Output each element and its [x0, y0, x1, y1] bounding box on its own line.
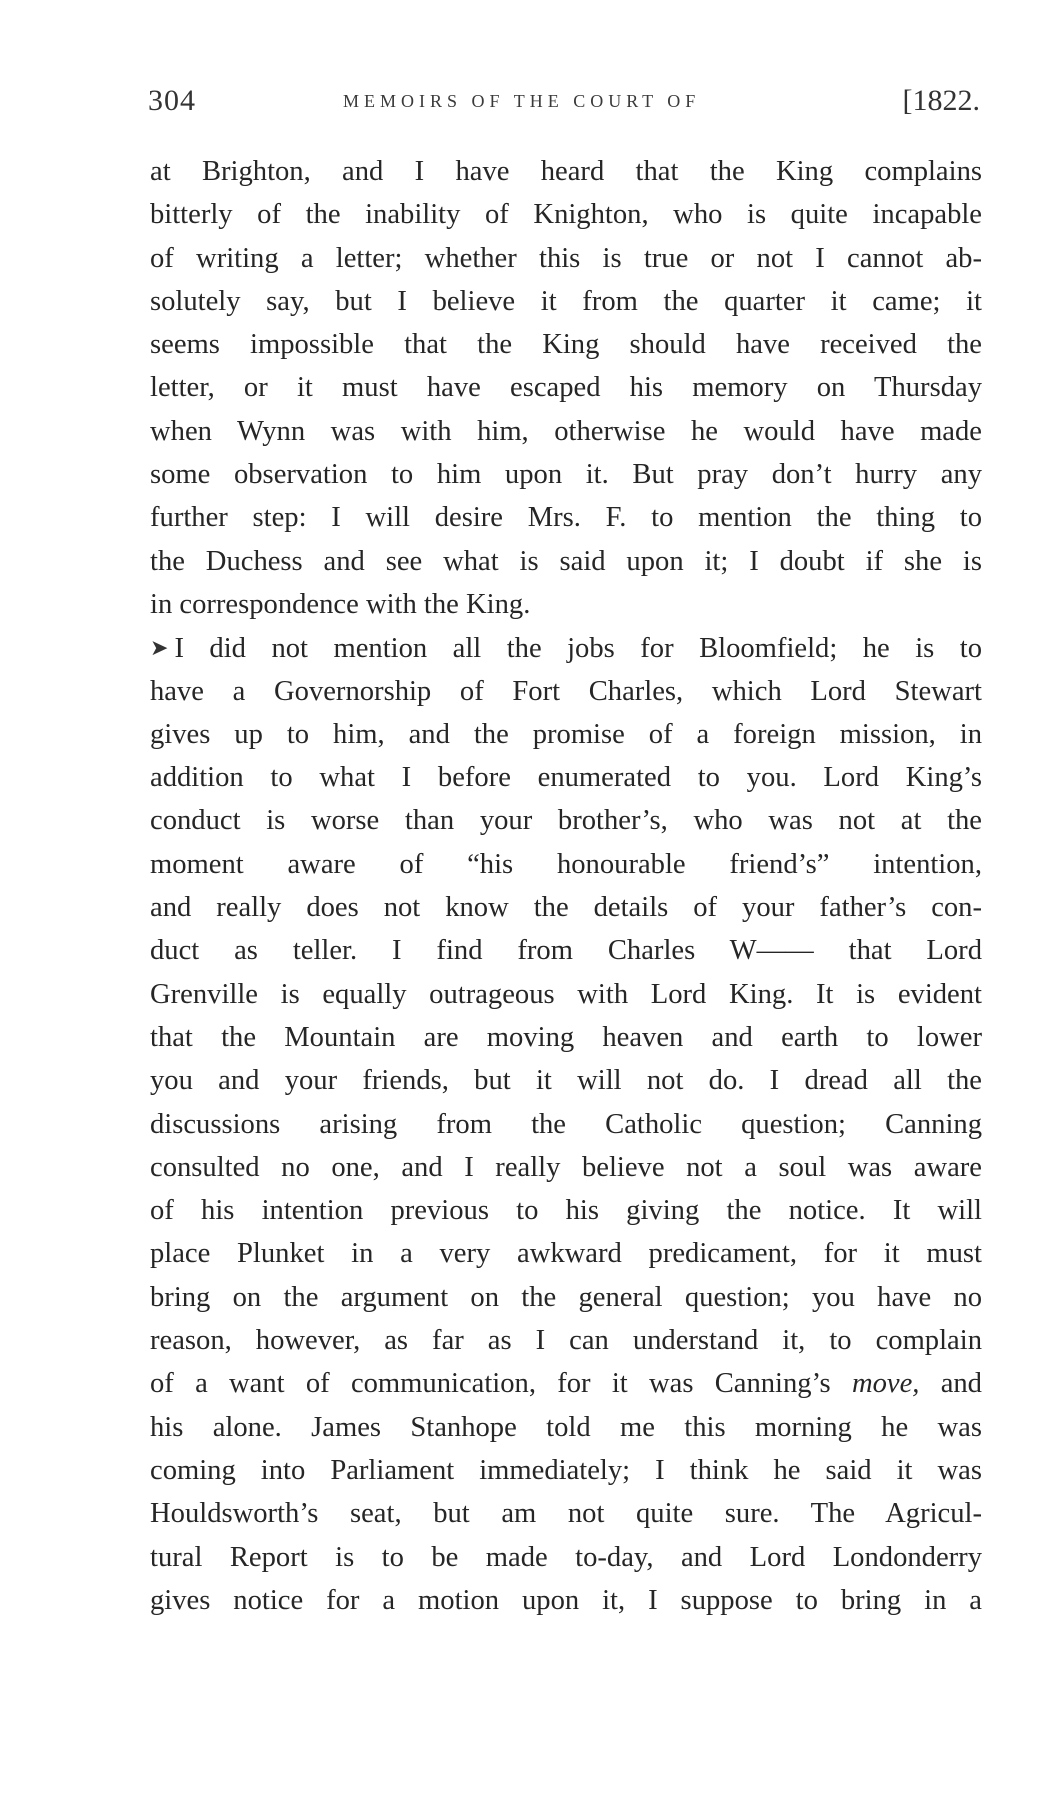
paragraph-first-line [150, 626, 982, 669]
text-line: bitterly of the inability of Knighton, who is quite incapable [150, 199, 982, 231]
text-line: in correspondence with the King. [150, 588, 531, 620]
text-line: tural Report is to be made to-day, and Lord Londonderry [150, 1541, 982, 1573]
text-line: and really does not know the details of your father’s con- [150, 892, 982, 924]
text-line: gives up to him, and the promise of a foreign mission, in [150, 718, 982, 750]
text-line: place Plunket in a very awkward predicament, for it must [150, 1238, 982, 1270]
body-text [150, 150, 982, 1622]
text-line: gives notice for a motion upon it, I suppose to bring in a [150, 1584, 982, 1616]
text-line: have a Governorship of Fort Charles, which Lord Stewart [150, 675, 982, 707]
page-number: 304 [148, 84, 196, 117]
running-head [148, 84, 980, 124]
text-line: his alone. James Stanhope told me this morning he was [150, 1411, 982, 1443]
text-line: the Duchess and see what is said upon it; I doubt if she is [150, 545, 982, 577]
text-line: further step: I will desire Mrs. F. to mention the thing to [150, 502, 982, 534]
text-line: bring on the argument on the general question; you have no [150, 1281, 982, 1313]
text-line: when Wynn was with him, otherwise he would have made [150, 415, 982, 447]
text-line-with-italic [150, 1362, 982, 1405]
text-line: of writing a letter; whether this is true or not I cannot ab- [150, 242, 982, 274]
text-line: reason, however, as far as I can understand it, to complain [150, 1325, 982, 1357]
text-line: seems impossible that the King should have received the [150, 329, 982, 361]
text-line: coming into Parliament immediately; I think he said it was [150, 1454, 982, 1486]
text-line: consulted no one, and I really believe not a soul was aware [150, 1151, 982, 1183]
running-title: MEMOIRS OF THE COURT OF [343, 91, 701, 111]
text-line: of his intention previous to his giving the notice. It will [150, 1195, 982, 1227]
text-line: solutely say, but I believe it from the quarter it came; it [150, 285, 982, 317]
running-year: [1822. [902, 84, 980, 117]
text-line: Houldsworth’s seat, but am not quite sure. The Agricul- [150, 1498, 982, 1530]
text-line: you and your friends, but it will not do. I dread all the [150, 1065, 982, 1097]
text-line: discussions arising from the Catholic question; Canning [150, 1108, 982, 1140]
text-line: moment aware of “his honourable friend’s” intention, [150, 848, 982, 880]
text-line: letter, or it must have escaped his memory on Thursday [150, 372, 982, 404]
text-line: conduct is worse than your brother’s, who was not at the [150, 805, 982, 837]
text-line: addition to what I before enumerated to you. Lord King’s [150, 762, 982, 794]
text-line: some observation to him upon it. But pray don’t hurry any [150, 459, 982, 491]
text-line: at Brighton, and I have heard that the King complains [150, 156, 982, 187]
text-line: duct as teller. I find from Charles W—— that Lord [150, 935, 982, 967]
italic-word: move, [851, 1368, 920, 1400]
text-line-content: I did not mention all the jobs for Bloomfield; he is to [174, 633, 982, 665]
text-line: that the Mountain are moving heaven and earth to lower [150, 1021, 982, 1053]
text-line: Grenville is equally outrageous with Lord King. It is evident [150, 978, 982, 1010]
pointer-icon: ➤ [150, 635, 169, 661]
text-segment: and [940, 1368, 982, 1400]
text-segment: of a want of communication, for it was Canning’s [150, 1368, 831, 1400]
